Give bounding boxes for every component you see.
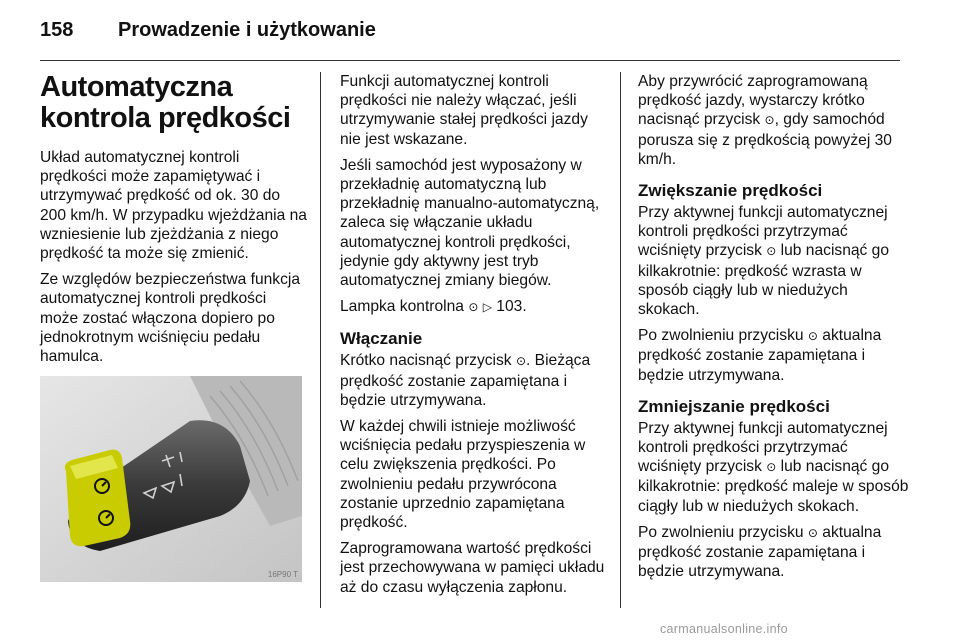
text: Lampka kontrolna [340,298,464,316]
column-3 [638,72,910,588]
watermark: carmanualsonline.info [660,622,788,636]
text: lub nacisnąć go kilkakrotnie: prędkość maleje w sposób ciągły lub w niedużych skokach. [638,458,909,515]
subsection-heading: Włączanie [340,329,423,349]
cruise-resume-plus-icon: ⊙ [764,113,775,128]
paragraph [638,326,910,385]
section-heading: Automatyczna kontrola prędkości [40,71,291,134]
text: aktualna prędkość zostanie zapamiętana i będzie utrzymywana. [638,327,882,384]
column-divider-1 [320,72,321,608]
paragraph: Zaprogramowana wartość prędkości jest przechowywana w pamięci układu aż do czasu wyłączenia zapłonu. [340,540,605,596]
text: Przy aktywnej funkcji automatycznej kontroli prędkości przytrzymać wciśnięty przycisk [638,204,888,260]
text: Krótko nacisnąć przycisk [340,352,512,370]
column-2 [340,72,610,604]
cruise-control-lever-figure [40,376,302,582]
paragraph [340,297,610,317]
text: Przy aktywnej funkcji automatycznej kontroli prędkości przytrzymać wciśnięty przycisk [638,419,888,476]
paragraph [638,72,910,169]
paragraph: Układ automatycznej kontroli prędkości może zapamiętywać i utrzymywać prędkość od ok. 30 do 200 km/h. W przypadku wjeżdżania na wzniesienie lub zjeżdżania z niego prędkość ta może się zmienić. [40,149,307,263]
paragraph: Jeśli samochód jest wyposażony w przekładnię automatyczną lub przekładnię manualno-automatyczną, zaleca się włączanie układu automatycznej kontroli prędkości, jedynie gdy aktywny jest tryb automatycznej zmiany biegów. [340,156,600,290]
figure-code: 16P90 T [267,570,298,579]
paragraph: W każdej chwili istnieje możliwość wciśnięcia pedału przyspieszenia w celu zwiększenia prędkości. Po zwolnieniu pedału przywrócona zostanie uprzednio zapamiętana prędkość. [340,418,586,532]
subsection-heading: Zwiększanie prędkości [638,181,823,201]
page-number: 158 [40,18,74,41]
cruise-set-minus-icon: ⊙ [807,329,818,344]
page-reference-arrow-icon: ▷ [482,300,492,315]
cruise-resume-plus-icon: ⊙ [766,460,777,475]
paragraph [340,351,610,410]
page-reference: 103. [496,298,527,316]
cruise-control-icon: ⊙ [468,300,479,315]
page-header [40,14,376,46]
paragraph: Ze względów bezpieczeństwa funkcja automatycznej kontroli prędkości może zostać włączona dopiero po jednokrotnym wciśnięciu pedału hamulca. [40,271,301,366]
text: . Bieżąca prędkość zostanie zapamiętana i będzie utrzymywana. [340,352,591,409]
subsection-heading: Zmniejszanie prędkości [638,396,830,416]
header-title: Prowadzenie i użytkowanie [118,18,376,41]
paragraph: Funkcji automatycznej kontroli prędkości nie należy włączać, jeśli utrzymywanie stałej prędkości jazdy nie jest wskazane. [340,73,588,148]
text: aktualna prędkość zostanie zapamiętana i będzie utrzymywana. [638,523,882,581]
paragraph [638,419,910,516]
text: lub nacisnąć go kilkakrotnie: prędkość wzrasta w sposób ciągły lub w niedużych skokach. [638,242,890,319]
text: Aby przywrócić zaprogramowaną prędkość jazdy, wystarczy krótko nacisnąć przycisk [638,73,868,129]
text: , gdy samochód porusza się z prędkością powyżej 30 km/h. [638,111,892,168]
text: Po zwolnieniu przycisku [638,523,804,541]
lever-illustration [40,376,302,582]
text: Po zwolnieniu przycisku [638,327,804,345]
paragraph [638,523,910,582]
cruise-set-minus-icon: ⊙ [766,244,777,259]
paragraph [638,203,910,319]
header-rule [40,60,900,61]
cruise-set-minus-icon: ⊙ [515,354,526,369]
column-1 [40,72,308,373]
cruise-resume-plus-icon: ⊙ [807,525,818,540]
column-divider-2 [620,72,621,608]
